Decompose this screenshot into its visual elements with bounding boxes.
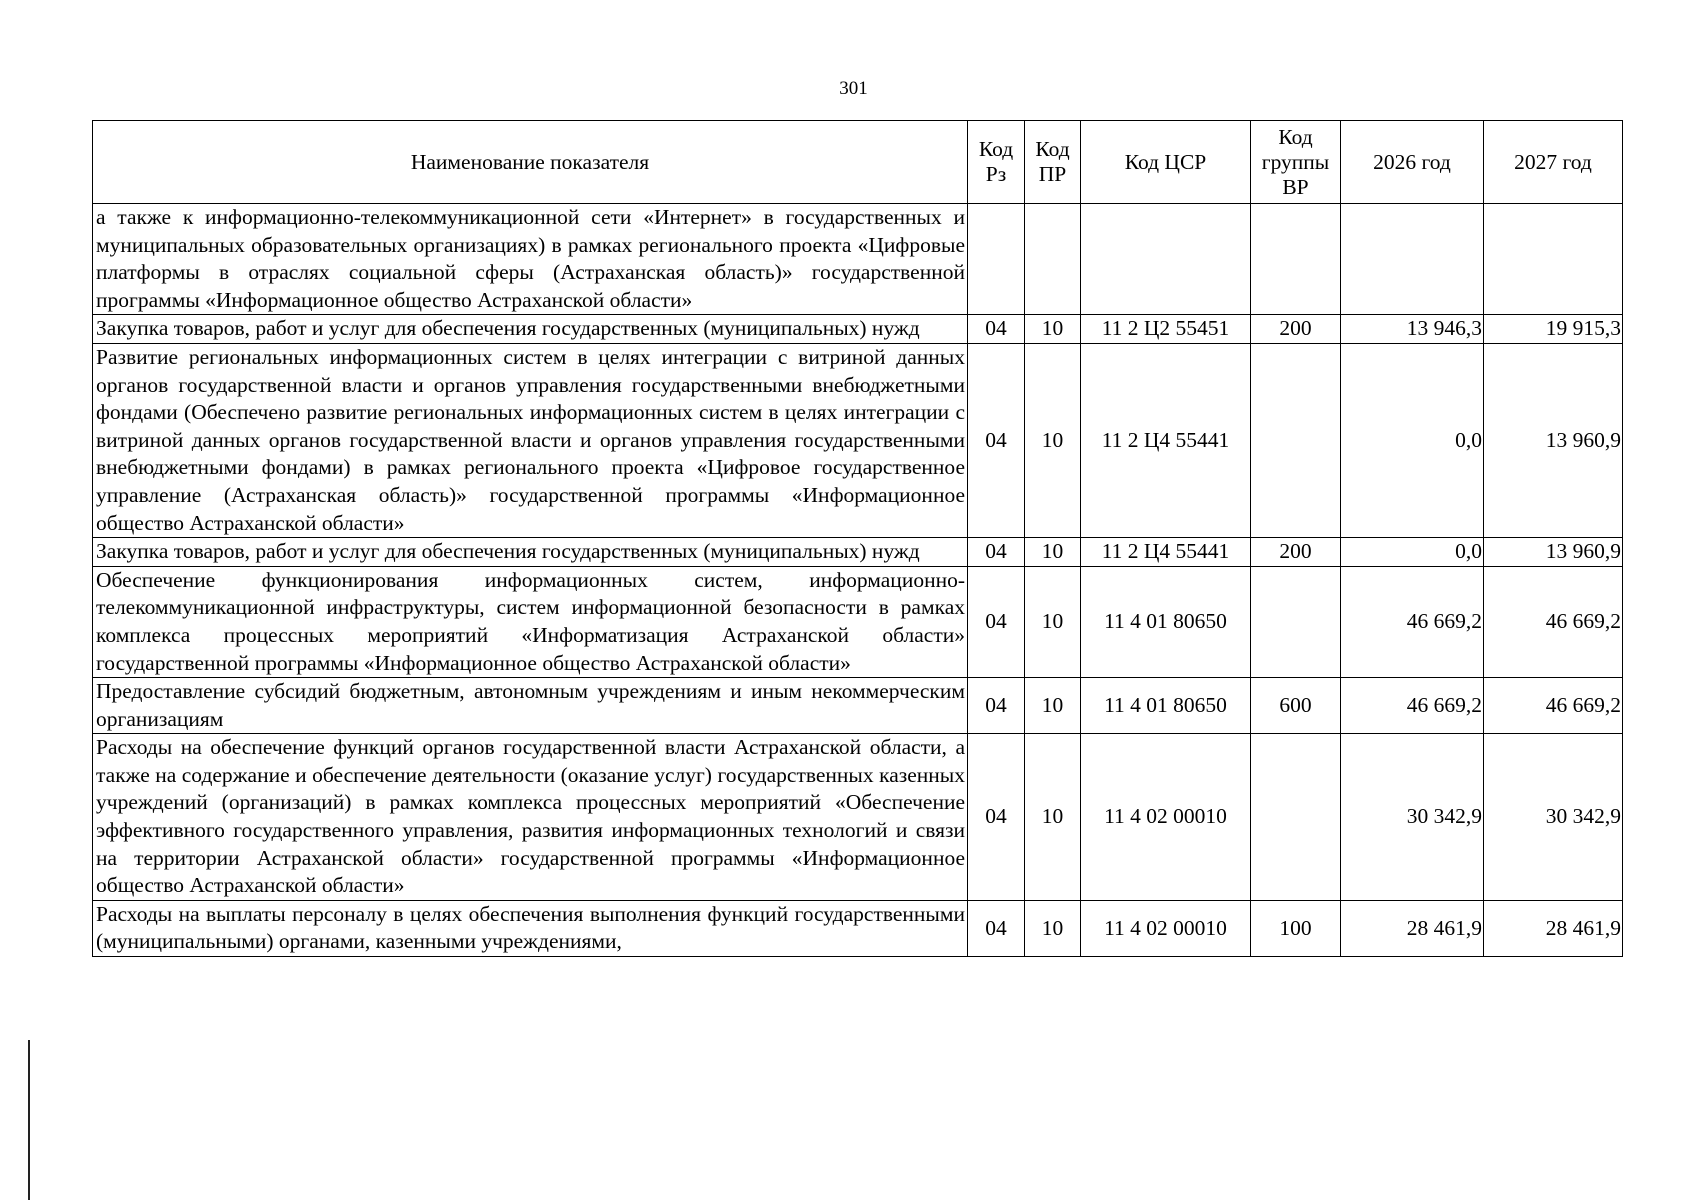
row-rz: 04 xyxy=(968,678,1025,734)
row-2026: 28 461,9 xyxy=(1341,900,1484,956)
row-csr: 11 2 Ц2 55451 xyxy=(1081,315,1251,344)
table-row xyxy=(93,538,1623,567)
header-pr: Код ПР xyxy=(1025,121,1081,204)
page-number: 301 xyxy=(839,78,868,99)
row-vr xyxy=(1251,204,1341,315)
row-vr: 100 xyxy=(1251,900,1341,956)
row-2027: 13 960,9 xyxy=(1484,538,1623,567)
row-2026: 46 669,2 xyxy=(1341,678,1484,734)
table-row xyxy=(93,900,1623,956)
row-2026: 0,0 xyxy=(1341,538,1484,567)
row-2026: 13 946,3 xyxy=(1341,315,1484,344)
row-rz: 04 xyxy=(968,900,1025,956)
row-2027: 30 342,9 xyxy=(1484,734,1623,901)
header-vr: Код группы ВР xyxy=(1251,121,1341,204)
table-row xyxy=(93,315,1623,344)
row-pr: 10 xyxy=(1025,900,1081,956)
row-vr xyxy=(1251,734,1341,901)
header-name: Наименование показателя xyxy=(93,121,968,204)
header-rz: Код Рз xyxy=(968,121,1025,204)
row-name: Закупка товаров, работ и услуг для обеспечения государственных (муниципальных) нужд xyxy=(93,538,968,567)
row-name: Расходы на выплаты персоналу в целях обеспечения выполнения функций государственными (муниципальными) органами, казенными учреждениями, xyxy=(93,900,968,956)
row-vr xyxy=(1251,566,1341,677)
row-pr: 10 xyxy=(1025,678,1081,734)
row-name: Закупка товаров, работ и услуг для обеспечения государственных (муниципальных) нужд xyxy=(93,315,968,344)
row-name: Обеспечение функционирования информационных систем, информационно-телекоммуникационной инфраструктуры, систем информационной безопасности в рамках комплекса процессных мероприятий «Информатизация Астраханской области» государственной программы «Информационное общество Астраханской области» xyxy=(93,566,968,677)
row-2027: 19 915,3 xyxy=(1484,315,1623,344)
row-vr: 200 xyxy=(1251,315,1341,344)
table-row xyxy=(93,678,1623,734)
row-2027: 46 669,2 xyxy=(1484,566,1623,677)
row-pr: 10 xyxy=(1025,343,1081,537)
table-row xyxy=(93,566,1623,677)
row-rz: 04 xyxy=(968,566,1025,677)
row-2027: 13 960,9 xyxy=(1484,343,1623,537)
row-2027: 46 669,2 xyxy=(1484,678,1623,734)
row-2026 xyxy=(1341,204,1484,315)
row-pr: 10 xyxy=(1025,566,1081,677)
row-csr: 11 4 01 80650 xyxy=(1081,566,1251,677)
header-csr: Код ЦСР xyxy=(1081,121,1251,204)
row-name: Предоставление субсидий бюджетным, автономным учреждениям и иным некоммерческим организациям xyxy=(93,678,968,734)
row-2026: 46 669,2 xyxy=(1341,566,1484,677)
row-pr: 10 xyxy=(1025,315,1081,344)
row-name: Развитие региональных информационных систем в целях интеграции с витриной данных органов государственной власти и органов управления государственными внебюджетными фондами (Обеспечено развитие региональных информационных систем в целях интеграции с витриной данных органов государственной власти и органов управления государственными внебюджетными фондами) в рамках регионального проекта «Цифровое государственное управление (Астраханская область)» государственной программы «Информационное общество Астраханской области» xyxy=(93,343,968,537)
row-csr: 11 2 Ц4 55441 xyxy=(1081,343,1251,537)
row-2026: 0,0 xyxy=(1341,343,1484,537)
row-vr: 600 xyxy=(1251,678,1341,734)
table-row xyxy=(93,343,1623,537)
row-csr: 11 4 02 00010 xyxy=(1081,900,1251,956)
row-vr xyxy=(1251,343,1341,537)
header-row xyxy=(93,121,1623,204)
row-pr: 10 xyxy=(1025,734,1081,901)
row-pr: 10 xyxy=(1025,538,1081,567)
table-row xyxy=(93,734,1623,901)
row-name: а также к информационно-телекоммуникационной сети «Интернет» в государственных и муниципальных образовательных организациях) в рамках регионального проекта «Цифровые платформы в отраслях социальной сферы (Астраханская область)» государственной программы «Информационное общество Астраханской области» xyxy=(93,204,968,315)
row-rz: 04 xyxy=(968,538,1025,567)
scan-edge-line xyxy=(28,1040,30,1200)
row-csr: 11 2 Ц4 55441 xyxy=(1081,538,1251,567)
row-rz: 04 xyxy=(968,315,1025,344)
row-csr: 11 4 02 00010 xyxy=(1081,734,1251,901)
row-csr: 11 4 01 80650 xyxy=(1081,678,1251,734)
table-row xyxy=(93,204,1623,315)
row-csr xyxy=(1081,204,1251,315)
row-2027 xyxy=(1484,204,1623,315)
row-rz: 04 xyxy=(968,343,1025,537)
row-vr: 200 xyxy=(1251,538,1341,567)
row-rz: 04 xyxy=(968,734,1025,901)
row-2026: 30 342,9 xyxy=(1341,734,1484,901)
header-2027: 2027 год xyxy=(1484,121,1623,204)
row-name: Расходы на обеспечение функций органов государственной власти Астраханской области, а также на содержание и обеспечение деятельности (оказание услуг) государственных казенных учреждений (организаций) в рамках комплекса процессных мероприятий «Обеспечение эффективного государственного управления, развития информационных технологий и связи на территории Астраханской области» государственной программы «Информационное общество Астраханской области» xyxy=(93,734,968,901)
row-pr xyxy=(1025,204,1081,315)
row-rz xyxy=(968,204,1025,315)
budget-table xyxy=(92,120,1623,957)
header-2026: 2026 год xyxy=(1341,121,1484,204)
row-2027: 28 461,9 xyxy=(1484,900,1623,956)
